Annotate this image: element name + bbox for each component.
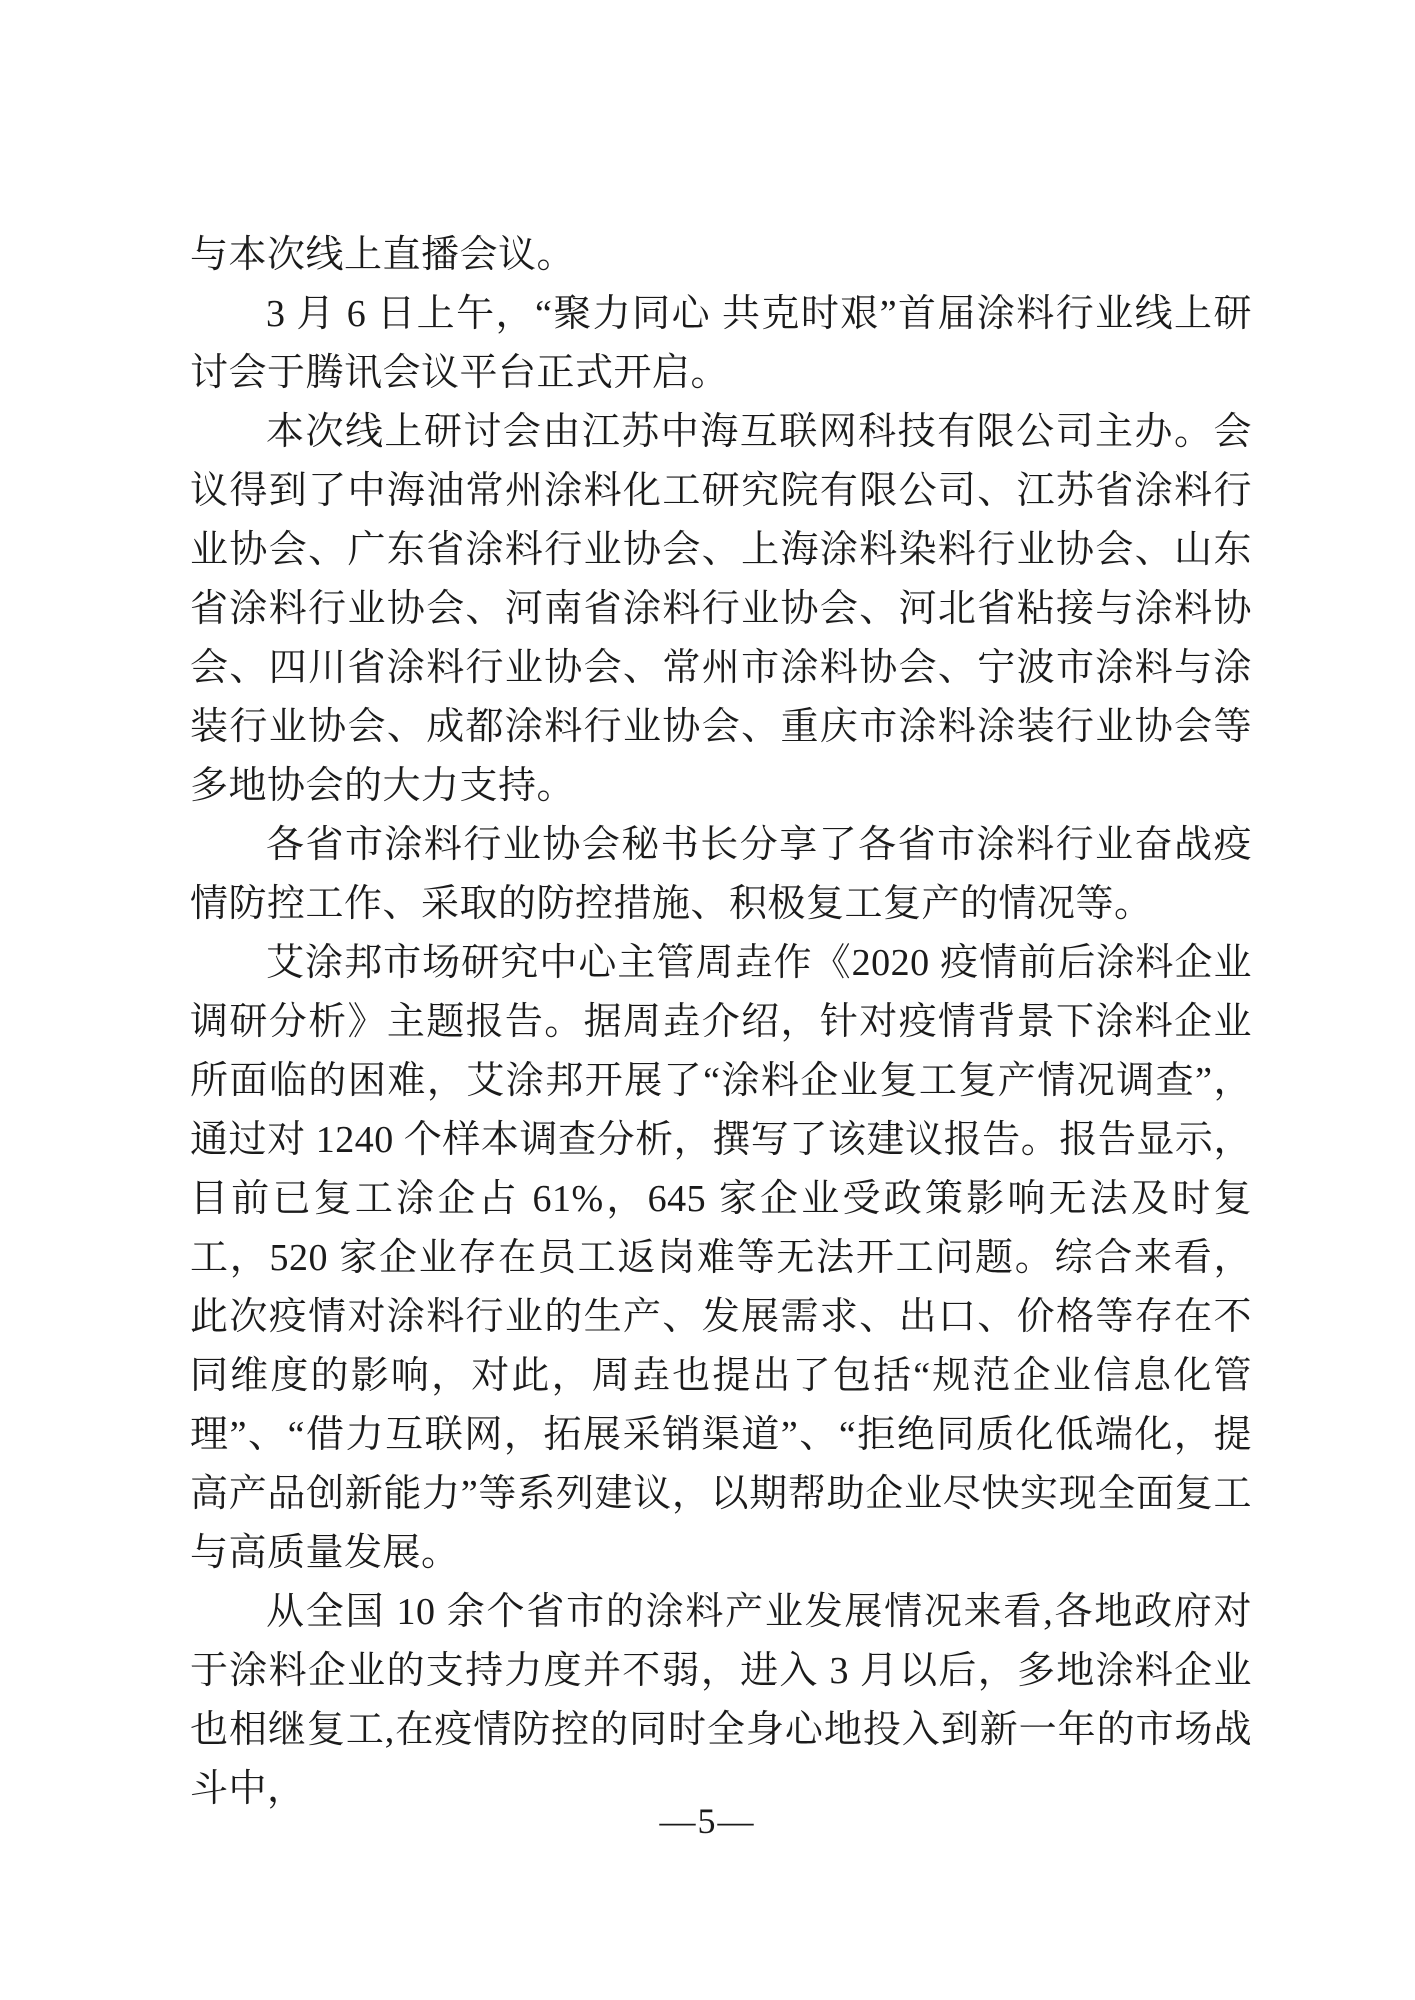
page-footer	[0, 1800, 1415, 1842]
paragraph-6: 从全国 10 余个省市的涂料产业发展情况来看,各地政府对于涂料企业的支持力度并不弱，进入 3 月以后，多地涂料企业也相继复工,在疫情防控的同时全身心地投入到新一年的市场战斗中，	[190, 1591, 1252, 1810]
paragraph-5: 艾涂邦市场研究中心主管周垚作《2020 疫情前后涂料企业调研分析》主题报告。据周垚介绍，针对疫情背景下涂料企业所面临的困难，艾涂邦开展了“涂料企业复工复产情况调查”，通过对 1240 个样本调查分析，撰写了该建议报告。报告显示，目前已复工涂企占 61%，645 家企业受政策影响无法及时复工，520 家企业存在员工返岗难等无法开工问题。综合来看，此次疫情对涂料行业的生产、发展需求、出口、价格等存在不同维度的影响，对此，周垚也提出了包括“规范企业信息化管理”、“借力互联网，拓展采销渠道”、“拒绝同质化低端化，提高产品创新能力”等系列建议，以期帮助企业尽快实现全面复工与高质量发展。	[190, 942, 1252, 1574]
paragraph-2: 3 月 6 日上午，“聚力同心 共克时艰”首届涂料行业线上研讨会于腾讯会议平台正式开启。	[190, 293, 1252, 394]
paragraph-3: 本次线上研讨会由江苏中海互联网科技有限公司主办。会议得到了中海油常州涂料化工研究院有限公司、江苏省涂料行业协会、广东省涂料行业协会、上海涂料染料行业协会、山东省涂料行业协会、河南省涂料行业协会、河北省粘接与涂料协会、四川省涂料行业协会、常州市涂料协会、宁波市涂料与涂装行业协会、成都涂料行业协会、重庆市涂料涂装行业协会等多地协会的大力支持。	[190, 411, 1252, 807]
document-body	[190, 226, 1252, 1819]
page-number: —5—	[659, 1801, 756, 1841]
paragraph-4: 各省市涂料行业协会秘书长分享了各省市涂料行业奋战疫情防控工作、采取的防控措施、积极复工复产的情况等。	[190, 824, 1252, 925]
paragraph-1: 与本次线上直播会议。	[190, 234, 576, 276]
